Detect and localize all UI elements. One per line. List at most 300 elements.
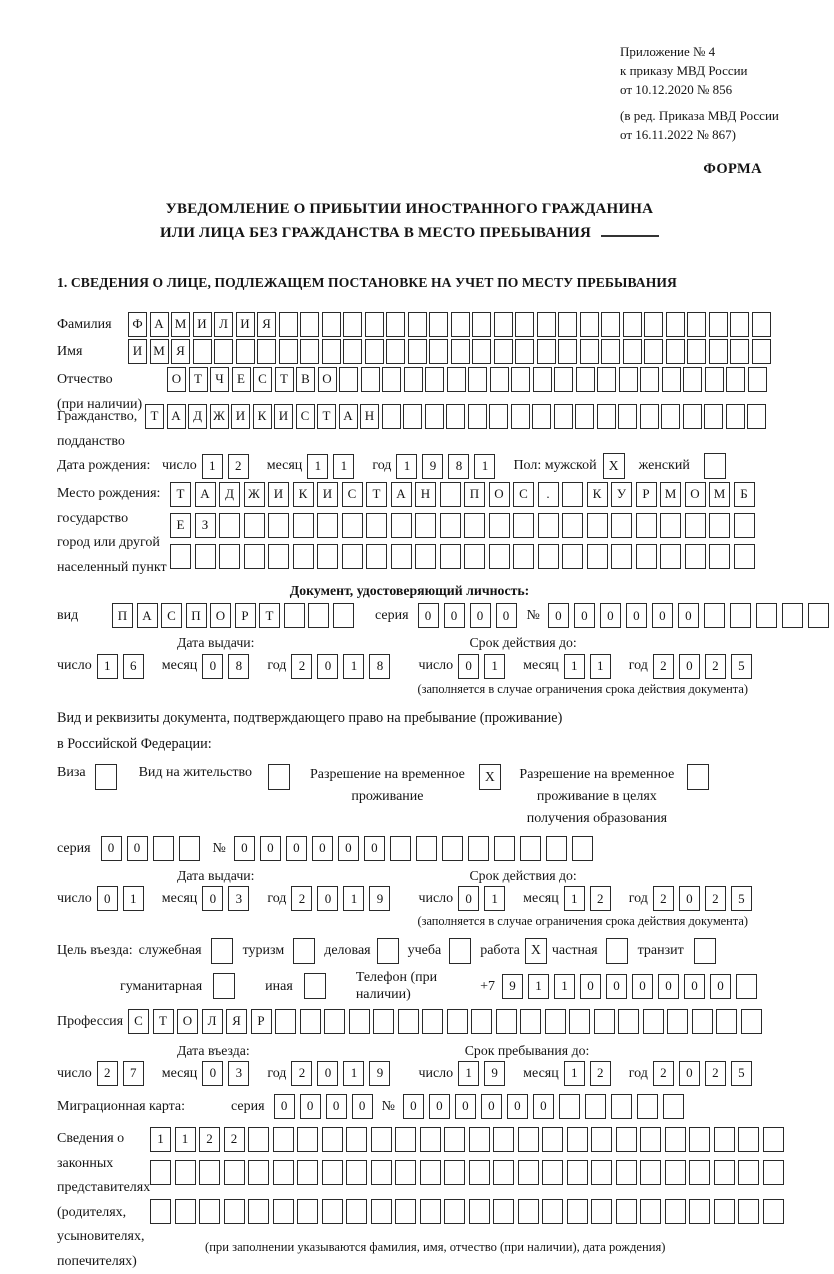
- form-cell[interactable]: [300, 1009, 321, 1034]
- form-cell[interactable]: А: [195, 482, 216, 507]
- form-cell[interactable]: [297, 1199, 318, 1224]
- form-cell[interactable]: [616, 1160, 637, 1185]
- form-cell[interactable]: [342, 544, 363, 569]
- form-cell[interactable]: Б: [734, 482, 755, 507]
- form-cell[interactable]: Л: [202, 1009, 223, 1034]
- form-cell[interactable]: [415, 544, 436, 569]
- form-cell[interactable]: [447, 367, 466, 392]
- form-cell[interactable]: [391, 513, 412, 538]
- form-cell[interactable]: [408, 339, 427, 364]
- form-cell[interactable]: [709, 544, 730, 569]
- form-cell[interactable]: [297, 1127, 318, 1152]
- form-cell[interactable]: 7: [123, 1061, 144, 1086]
- form-cell[interactable]: 9: [502, 974, 523, 999]
- form-cell[interactable]: [518, 1160, 539, 1185]
- form-cell[interactable]: [343, 339, 362, 364]
- form-cell[interactable]: [756, 603, 777, 628]
- study-checkbox[interactable]: [449, 938, 471, 964]
- form-cell[interactable]: [150, 1199, 171, 1224]
- form-cell[interactable]: [391, 544, 412, 569]
- form-cell[interactable]: [747, 404, 766, 429]
- form-cell[interactable]: 9: [422, 454, 443, 479]
- form-cell[interactable]: Н: [360, 404, 379, 429]
- form-cell[interactable]: Д: [219, 482, 240, 507]
- form-cell[interactable]: [366, 544, 387, 569]
- form-cell[interactable]: [279, 312, 298, 337]
- form-cell[interactable]: 0: [548, 603, 569, 628]
- form-cell[interactable]: [268, 513, 289, 538]
- form-cell[interactable]: 1: [307, 454, 328, 479]
- form-cell[interactable]: 1: [343, 886, 364, 911]
- form-cell[interactable]: [714, 1199, 735, 1224]
- form-cell[interactable]: [199, 1199, 220, 1224]
- form-cell[interactable]: И: [193, 312, 212, 337]
- form-cell[interactable]: [442, 836, 463, 861]
- form-cell[interactable]: Т: [366, 482, 387, 507]
- form-cell[interactable]: Т: [259, 603, 280, 628]
- form-cell[interactable]: [199, 1160, 220, 1185]
- form-cell[interactable]: [567, 1160, 588, 1185]
- form-cell[interactable]: [533, 367, 552, 392]
- form-cell[interactable]: 0: [632, 974, 653, 999]
- form-cell[interactable]: [469, 1160, 490, 1185]
- form-cell[interactable]: [279, 339, 298, 364]
- form-cell[interactable]: Т: [170, 482, 191, 507]
- form-cell[interactable]: С: [296, 404, 315, 429]
- form-cell[interactable]: [545, 1009, 566, 1034]
- form-cell[interactable]: [440, 482, 461, 507]
- form-cell[interactable]: [513, 544, 534, 569]
- form-cell[interactable]: [587, 513, 608, 538]
- form-cell[interactable]: 0: [678, 603, 699, 628]
- form-cell[interactable]: А: [137, 603, 158, 628]
- form-cell[interactable]: [730, 312, 749, 337]
- form-cell[interactable]: [808, 603, 829, 628]
- form-cell[interactable]: [515, 312, 534, 337]
- form-cell[interactable]: 0: [684, 974, 705, 999]
- form-cell[interactable]: 0: [507, 1094, 528, 1119]
- form-cell[interactable]: 8: [369, 654, 390, 679]
- form-cell[interactable]: 2: [705, 1061, 726, 1086]
- form-cell[interactable]: [663, 1094, 684, 1119]
- form-cell[interactable]: [373, 1009, 394, 1034]
- form-cell[interactable]: 1: [484, 654, 505, 679]
- form-cell[interactable]: О: [318, 367, 337, 392]
- sex-female-checkbox[interactable]: [704, 453, 726, 479]
- form-cell[interactable]: [576, 367, 595, 392]
- form-cell[interactable]: [687, 312, 706, 337]
- form-cell[interactable]: [333, 603, 354, 628]
- form-cell[interactable]: 0: [470, 603, 491, 628]
- form-cell[interactable]: 0: [127, 836, 148, 861]
- form-cell[interactable]: 0: [286, 836, 307, 861]
- form-cell[interactable]: [275, 1009, 296, 1034]
- form-cell[interactable]: К: [253, 404, 272, 429]
- form-cell[interactable]: 0: [364, 836, 385, 861]
- form-cell[interactable]: [219, 513, 240, 538]
- form-cell[interactable]: [546, 836, 567, 861]
- form-cell[interactable]: 0: [260, 836, 281, 861]
- form-cell[interactable]: 1: [564, 654, 585, 679]
- form-cell[interactable]: [489, 513, 510, 538]
- form-cell[interactable]: [451, 312, 470, 337]
- form-cell[interactable]: [195, 544, 216, 569]
- private-checkbox[interactable]: [606, 938, 628, 964]
- form-cell[interactable]: [416, 836, 437, 861]
- form-cell[interactable]: [738, 1199, 759, 1224]
- form-cell[interactable]: [640, 1199, 661, 1224]
- form-cell[interactable]: [342, 513, 363, 538]
- form-cell[interactable]: [716, 1009, 737, 1034]
- form-cell[interactable]: [339, 367, 358, 392]
- business-checkbox[interactable]: [211, 938, 233, 964]
- form-cell[interactable]: 0: [658, 974, 679, 999]
- form-cell[interactable]: [346, 1160, 367, 1185]
- form-cell[interactable]: [444, 1199, 465, 1224]
- form-cell[interactable]: [494, 312, 513, 337]
- form-cell[interactable]: [636, 544, 657, 569]
- form-cell[interactable]: С: [253, 367, 272, 392]
- form-cell[interactable]: [490, 367, 509, 392]
- form-cell[interactable]: 9: [369, 1061, 390, 1086]
- form-cell[interactable]: Р: [235, 603, 256, 628]
- form-cell[interactable]: Т: [275, 367, 294, 392]
- form-cell[interactable]: [273, 1199, 294, 1224]
- transit-checkbox[interactable]: [694, 938, 716, 964]
- form-cell[interactable]: [403, 404, 422, 429]
- form-cell[interactable]: [425, 367, 444, 392]
- form-cell[interactable]: 0: [458, 654, 479, 679]
- form-cell[interactable]: [494, 836, 515, 861]
- form-cell[interactable]: Р: [636, 482, 657, 507]
- form-cell[interactable]: [660, 513, 681, 538]
- form-cell[interactable]: 0: [326, 1094, 347, 1119]
- form-cell[interactable]: [538, 544, 559, 569]
- form-cell[interactable]: [346, 1199, 367, 1224]
- form-cell[interactable]: И: [274, 404, 293, 429]
- form-cell[interactable]: [489, 544, 510, 569]
- form-cell[interactable]: 8: [228, 654, 249, 679]
- form-cell[interactable]: [558, 312, 577, 337]
- form-cell[interactable]: [300, 312, 319, 337]
- form-cell[interactable]: [447, 1009, 468, 1034]
- form-cell[interactable]: [444, 1160, 465, 1185]
- form-cell[interactable]: О: [167, 367, 186, 392]
- form-cell[interactable]: 0: [202, 886, 223, 911]
- form-cell[interactable]: [640, 367, 659, 392]
- form-cell[interactable]: 0: [533, 1094, 554, 1119]
- form-cell[interactable]: [618, 1009, 639, 1034]
- form-cell[interactable]: [297, 1160, 318, 1185]
- form-cell[interactable]: [322, 1199, 343, 1224]
- form-cell[interactable]: И: [268, 482, 289, 507]
- form-cell[interactable]: 0: [606, 974, 627, 999]
- form-cell[interactable]: [268, 544, 289, 569]
- form-cell[interactable]: А: [391, 482, 412, 507]
- form-cell[interactable]: 1: [590, 654, 611, 679]
- form-cell[interactable]: 0: [481, 1094, 502, 1119]
- form-cell[interactable]: [763, 1160, 784, 1185]
- form-cell[interactable]: [559, 1094, 580, 1119]
- form-cell[interactable]: 0: [234, 836, 255, 861]
- form-cell[interactable]: [665, 1160, 686, 1185]
- form-cell[interactable]: [689, 1127, 710, 1152]
- form-cell[interactable]: 0: [600, 603, 621, 628]
- form-cell[interactable]: [346, 1127, 367, 1152]
- form-cell[interactable]: [709, 513, 730, 538]
- form-cell[interactable]: [730, 603, 751, 628]
- form-cell[interactable]: 0: [574, 603, 595, 628]
- form-cell[interactable]: [468, 836, 489, 861]
- form-cell[interactable]: [616, 1199, 637, 1224]
- form-cell[interactable]: 2: [590, 886, 611, 911]
- form-cell[interactable]: 2: [228, 454, 249, 479]
- form-cell[interactable]: [224, 1160, 245, 1185]
- form-cell[interactable]: [580, 312, 599, 337]
- form-cell[interactable]: [748, 367, 767, 392]
- form-cell[interactable]: [726, 367, 745, 392]
- form-cell[interactable]: [591, 1199, 612, 1224]
- form-cell[interactable]: О: [685, 482, 706, 507]
- form-cell[interactable]: К: [587, 482, 608, 507]
- form-cell[interactable]: [714, 1160, 735, 1185]
- form-cell[interactable]: [420, 1160, 441, 1185]
- form-cell[interactable]: [520, 836, 541, 861]
- form-cell[interactable]: [224, 1199, 245, 1224]
- form-cell[interactable]: [366, 513, 387, 538]
- form-cell[interactable]: 9: [484, 1061, 505, 1086]
- form-cell[interactable]: 5: [731, 654, 752, 679]
- form-cell[interactable]: [420, 1127, 441, 1152]
- form-cell[interactable]: [538, 513, 559, 538]
- form-cell[interactable]: [665, 1127, 686, 1152]
- form-cell[interactable]: [446, 404, 465, 429]
- form-cell[interactable]: [601, 339, 620, 364]
- form-cell[interactable]: 0: [97, 886, 118, 911]
- form-cell[interactable]: З: [195, 513, 216, 538]
- form-cell[interactable]: [317, 513, 338, 538]
- form-cell[interactable]: [395, 1127, 416, 1152]
- form-cell[interactable]: Е: [232, 367, 251, 392]
- form-cell[interactable]: 8: [448, 454, 469, 479]
- form-cell[interactable]: 5: [731, 886, 752, 911]
- form-cell[interactable]: 0: [317, 1061, 338, 1086]
- form-cell[interactable]: М: [660, 482, 681, 507]
- form-cell[interactable]: 2: [291, 1061, 312, 1086]
- form-cell[interactable]: [562, 482, 583, 507]
- form-cell[interactable]: [365, 312, 384, 337]
- form-cell[interactable]: 2: [291, 654, 312, 679]
- form-cell[interactable]: 1: [484, 886, 505, 911]
- form-cell[interactable]: 0: [101, 836, 122, 861]
- form-cell[interactable]: [562, 544, 583, 569]
- form-cell[interactable]: [623, 339, 642, 364]
- form-cell[interactable]: [322, 1160, 343, 1185]
- form-cell[interactable]: 0: [496, 603, 517, 628]
- form-cell[interactable]: М: [709, 482, 730, 507]
- form-cell[interactable]: [643, 1009, 664, 1034]
- form-cell[interactable]: [317, 544, 338, 569]
- form-cell[interactable]: [623, 312, 642, 337]
- form-cell[interactable]: Т: [189, 367, 208, 392]
- form-cell[interactable]: [425, 404, 444, 429]
- form-cell[interactable]: [489, 404, 508, 429]
- form-cell[interactable]: П: [112, 603, 133, 628]
- form-cell[interactable]: [618, 404, 637, 429]
- form-cell[interactable]: 1: [202, 454, 223, 479]
- form-cell[interactable]: 0: [418, 603, 439, 628]
- form-cell[interactable]: [537, 312, 556, 337]
- form-cell[interactable]: [469, 1127, 490, 1152]
- form-cell[interactable]: 0: [679, 886, 700, 911]
- form-cell[interactable]: 0: [312, 836, 333, 861]
- form-cell[interactable]: [513, 513, 534, 538]
- form-cell[interactable]: [472, 339, 491, 364]
- form-cell[interactable]: [562, 513, 583, 538]
- form-cell[interactable]: 0: [202, 654, 223, 679]
- form-cell[interactable]: [709, 339, 728, 364]
- form-cell[interactable]: 2: [199, 1127, 220, 1152]
- form-cell[interactable]: О: [210, 603, 231, 628]
- form-cell[interactable]: [542, 1160, 563, 1185]
- form-cell[interactable]: [248, 1127, 269, 1152]
- form-cell[interactable]: [685, 513, 706, 538]
- form-cell[interactable]: [469, 1199, 490, 1224]
- form-cell[interactable]: [395, 1199, 416, 1224]
- form-cell[interactable]: 1: [175, 1127, 196, 1152]
- form-cell[interactable]: [308, 603, 329, 628]
- form-cell[interactable]: 5: [731, 1061, 752, 1086]
- form-cell[interactable]: [219, 544, 240, 569]
- form-cell[interactable]: 0: [202, 1061, 223, 1086]
- form-cell[interactable]: [322, 312, 341, 337]
- form-cell[interactable]: 0: [455, 1094, 476, 1119]
- form-cell[interactable]: [734, 544, 755, 569]
- form-cell[interactable]: [587, 544, 608, 569]
- form-cell[interactable]: [175, 1199, 196, 1224]
- form-cell[interactable]: И: [236, 312, 255, 337]
- form-cell[interactable]: 1: [396, 454, 417, 479]
- form-cell[interactable]: [349, 1009, 370, 1034]
- form-cell[interactable]: [585, 1094, 606, 1119]
- form-cell[interactable]: П: [464, 482, 485, 507]
- form-cell[interactable]: [736, 974, 757, 999]
- form-cell[interactable]: 1: [528, 974, 549, 999]
- form-cell[interactable]: 0: [338, 836, 359, 861]
- form-cell[interactable]: И: [128, 339, 147, 364]
- form-cell[interactable]: [611, 544, 632, 569]
- form-cell[interactable]: П: [186, 603, 207, 628]
- form-cell[interactable]: [763, 1127, 784, 1152]
- form-cell[interactable]: [575, 404, 594, 429]
- visa-checkbox[interactable]: [95, 764, 117, 790]
- form-cell[interactable]: [714, 1127, 735, 1152]
- form-cell[interactable]: Я: [226, 1009, 247, 1034]
- form-cell[interactable]: [567, 1199, 588, 1224]
- form-cell[interactable]: [616, 1127, 637, 1152]
- form-cell[interactable]: [597, 404, 616, 429]
- form-cell[interactable]: [640, 1160, 661, 1185]
- form-cell[interactable]: [390, 836, 411, 861]
- form-cell[interactable]: [709, 312, 728, 337]
- form-cell[interactable]: [542, 1199, 563, 1224]
- form-cell[interactable]: [591, 1127, 612, 1152]
- form-cell[interactable]: М: [150, 339, 169, 364]
- form-cell[interactable]: [175, 1160, 196, 1185]
- form-cell[interactable]: 6: [123, 654, 144, 679]
- form-cell[interactable]: И: [317, 482, 338, 507]
- form-cell[interactable]: [572, 836, 593, 861]
- form-cell[interactable]: [493, 1160, 514, 1185]
- form-cell[interactable]: [689, 1160, 710, 1185]
- form-cell[interactable]: 1: [343, 654, 364, 679]
- form-cell[interactable]: 0: [679, 654, 700, 679]
- form-cell[interactable]: [569, 1009, 590, 1034]
- form-cell[interactable]: [704, 404, 723, 429]
- form-cell[interactable]: 0: [429, 1094, 450, 1119]
- form-cell[interactable]: М: [171, 312, 190, 337]
- form-cell[interactable]: [644, 312, 663, 337]
- form-cell[interactable]: [493, 1199, 514, 1224]
- form-cell[interactable]: [371, 1160, 392, 1185]
- form-cell[interactable]: [322, 339, 341, 364]
- form-cell[interactable]: [666, 339, 685, 364]
- form-cell[interactable]: [471, 1009, 492, 1034]
- form-cell[interactable]: [429, 312, 448, 337]
- form-cell[interactable]: [752, 339, 771, 364]
- form-cell[interactable]: [611, 1094, 632, 1119]
- form-cell[interactable]: Я: [257, 312, 276, 337]
- sex-male-checkbox[interactable]: X: [603, 453, 625, 479]
- form-cell[interactable]: 2: [653, 1061, 674, 1086]
- form-cell[interactable]: 2: [590, 1061, 611, 1086]
- form-cell[interactable]: [619, 367, 638, 392]
- form-cell[interactable]: [404, 367, 423, 392]
- form-cell[interactable]: Т: [145, 404, 164, 429]
- form-cell[interactable]: [660, 544, 681, 569]
- form-cell[interactable]: [665, 1199, 686, 1224]
- form-cell[interactable]: [386, 312, 405, 337]
- form-cell[interactable]: 1: [343, 1061, 364, 1086]
- form-cell[interactable]: 0: [458, 886, 479, 911]
- form-cell[interactable]: 0: [710, 974, 731, 999]
- tourism-checkbox[interactable]: [293, 938, 315, 964]
- form-cell[interactable]: [415, 513, 436, 538]
- form-cell[interactable]: [150, 1160, 171, 1185]
- form-cell[interactable]: О: [177, 1009, 198, 1034]
- form-cell[interactable]: 1: [123, 886, 144, 911]
- form-cell[interactable]: [236, 339, 255, 364]
- form-cell[interactable]: У: [611, 482, 632, 507]
- form-cell[interactable]: [738, 1127, 759, 1152]
- form-cell[interactable]: [382, 367, 401, 392]
- form-cell[interactable]: [741, 1009, 762, 1034]
- form-cell[interactable]: 2: [97, 1061, 118, 1086]
- form-cell[interactable]: [365, 339, 384, 364]
- form-cell[interactable]: Ж: [210, 404, 229, 429]
- form-cell[interactable]: [322, 1127, 343, 1152]
- form-cell[interactable]: 0: [679, 1061, 700, 1086]
- form-cell[interactable]: [284, 603, 305, 628]
- form-cell[interactable]: [244, 513, 265, 538]
- form-cell[interactable]: 2: [653, 654, 674, 679]
- form-cell[interactable]: [153, 836, 174, 861]
- form-cell[interactable]: [661, 404, 680, 429]
- form-cell[interactable]: [371, 1199, 392, 1224]
- form-cell[interactable]: [667, 1009, 688, 1034]
- form-cell[interactable]: [420, 1199, 441, 1224]
- form-cell[interactable]: 3: [228, 1061, 249, 1086]
